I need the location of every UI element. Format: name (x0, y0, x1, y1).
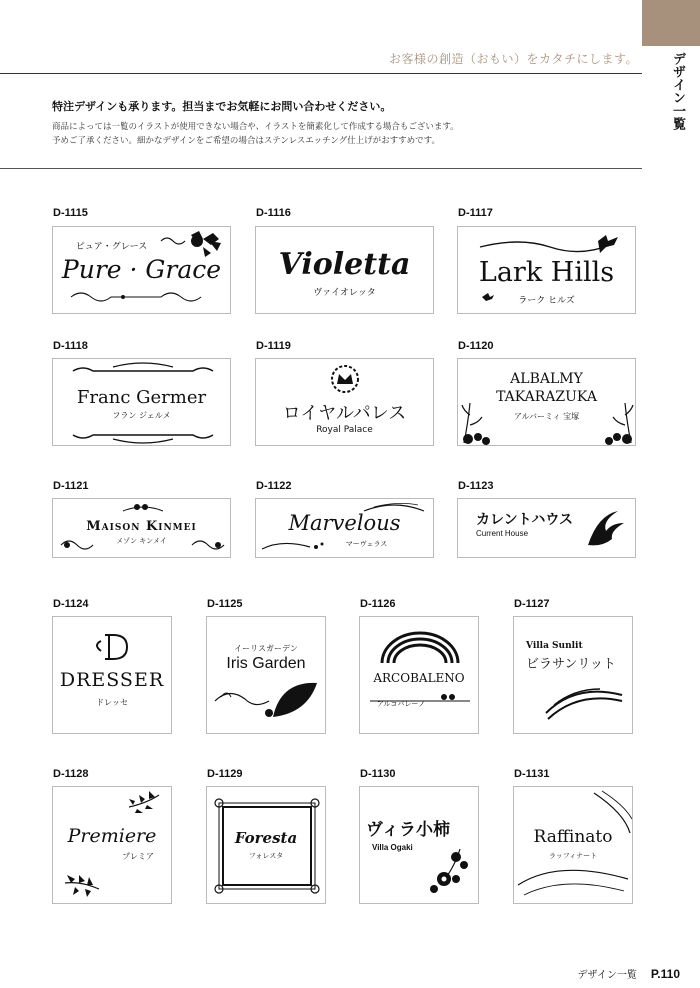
plate-title: Violetta (278, 247, 411, 282)
plate-subtitle: プレミア (122, 852, 154, 861)
plate-title: DRESSER (59, 669, 165, 691)
nameplate-d1120[interactable] (457, 358, 636, 446)
plate-subtitle: ピュア・グレース (75, 242, 148, 252)
design-code: D-1125 (207, 598, 243, 610)
plate-subtitle: Villa Ogaki (372, 843, 413, 852)
design-code: D-1121 (53, 480, 89, 492)
nameplate-d1124[interactable] (52, 616, 172, 734)
plate-title: Lark Hills (478, 257, 615, 288)
plate-title: Maison Kinmei (86, 519, 197, 534)
design-code: D-1129 (207, 768, 243, 780)
plate-subtitle: Current House (476, 529, 529, 538)
nameplate-d1126[interactable] (359, 616, 479, 734)
design-code: D-1131 (514, 768, 550, 780)
design-code: D-1122 (256, 480, 292, 492)
intro-line-2: 予めご了承ください。細かなデザインをご希望の場合はステンレスエッチング仕上げがおすすめです。 (52, 136, 440, 146)
design-code: D-1124 (53, 598, 89, 610)
design-code: D-1130 (360, 768, 396, 780)
nameplate-d1122[interactable] (255, 498, 434, 558)
plate-subtitle: フォレスタ (248, 852, 284, 860)
plate-subtitle: アルコバレーノ (376, 700, 426, 708)
design-code: D-1127 (514, 598, 550, 610)
section-rule (0, 168, 642, 169)
nameplate-d1121[interactable] (52, 498, 231, 558)
plate-title: ビラサンリット (526, 657, 616, 672)
plate-subtitle: Villa Sunlit (526, 641, 583, 651)
design-code: D-1119 (256, 340, 291, 352)
nameplate-d1118[interactable] (52, 358, 231, 446)
page-footer (578, 966, 680, 981)
plate-subtitle: ヴァイオレッタ (313, 288, 376, 298)
plate-title: Franc Germer (76, 387, 207, 408)
nameplate-d1130[interactable] (359, 786, 479, 904)
design-code: D-1117 (458, 207, 493, 219)
nameplate-d1115[interactable] (52, 226, 231, 314)
footer-section: デザイン一覧 (577, 970, 637, 981)
plate-title: ヴィラ小柿 (366, 820, 450, 840)
plate-subtitle: メゾン キンメイ (116, 537, 167, 545)
plate-title: ARCOBALENO (373, 671, 465, 685)
design-code: D-1123 (458, 480, 494, 492)
design-code: D-1128 (53, 768, 89, 780)
nameplate-d1116[interactable] (255, 226, 434, 314)
intro-line-1: 商品によっては一覧のイラストが使用できない場合や、イラストを簡素化して作成する場合もございます。 (52, 122, 459, 132)
plate-subtitle: フラン ジェルメ (112, 411, 171, 420)
intro-heading: 特注デザインも承ります。担当までお気軽にお問い合わせください。 (52, 100, 392, 113)
leaf-icon (207, 617, 326, 734)
plate-subtitle: マーヴェラス (345, 540, 388, 548)
nameplate-d1123[interactable] (457, 498, 636, 558)
nameplate-d1128[interactable] (52, 786, 172, 904)
plate-subtitle: ドレッセ (96, 698, 128, 707)
design-code: D-1120 (458, 340, 494, 352)
design-code: D-1126 (360, 598, 396, 610)
nameplate-d1129[interactable] (206, 786, 326, 904)
top-rule (0, 73, 642, 74)
plate-title: Pure · Grace (61, 255, 222, 284)
plate-title: Marvelous (288, 511, 401, 535)
tagline: お客様の創造（おもい）をカタチにします。 (388, 52, 638, 66)
plate-title: Premiere (67, 825, 157, 847)
nameplate-d1131[interactable] (513, 786, 633, 904)
wave-icon (514, 617, 633, 734)
design-code: D-1116 (256, 207, 291, 219)
section-label: デザイン一覧 (670, 52, 685, 130)
plate-title: Iris Garden (226, 655, 306, 672)
section-tab (642, 0, 700, 46)
plate-title: ロイヤルパレス (282, 403, 407, 424)
nameplate-d1119[interactable] (255, 358, 434, 446)
plate-subtitle: アルバーミィ 宝塚 (513, 412, 580, 421)
plate-title: ALBALMY (510, 371, 583, 387)
plate-subtitle: Royal Palace (316, 425, 373, 435)
plate-subtitle: ラーク ヒルズ (518, 296, 575, 306)
plate-title: Raffinato (533, 827, 613, 847)
nameplate-d1127[interactable] (513, 616, 633, 734)
nameplate-d1117[interactable] (457, 226, 636, 314)
plate-title: カレントハウス (476, 512, 573, 528)
plate-title-line2: TAKARAZUKA (496, 389, 597, 405)
plate-subtitle: ラッフィナート (548, 852, 598, 860)
page-number: P.110 (650, 967, 680, 981)
nameplate-d1125[interactable] (206, 616, 326, 734)
design-code: D-1115 (53, 207, 88, 219)
design-code: D-1118 (53, 340, 88, 352)
plate-subtitle: イーリスガーデン (234, 644, 298, 653)
plate-title: Foresta (234, 829, 298, 847)
